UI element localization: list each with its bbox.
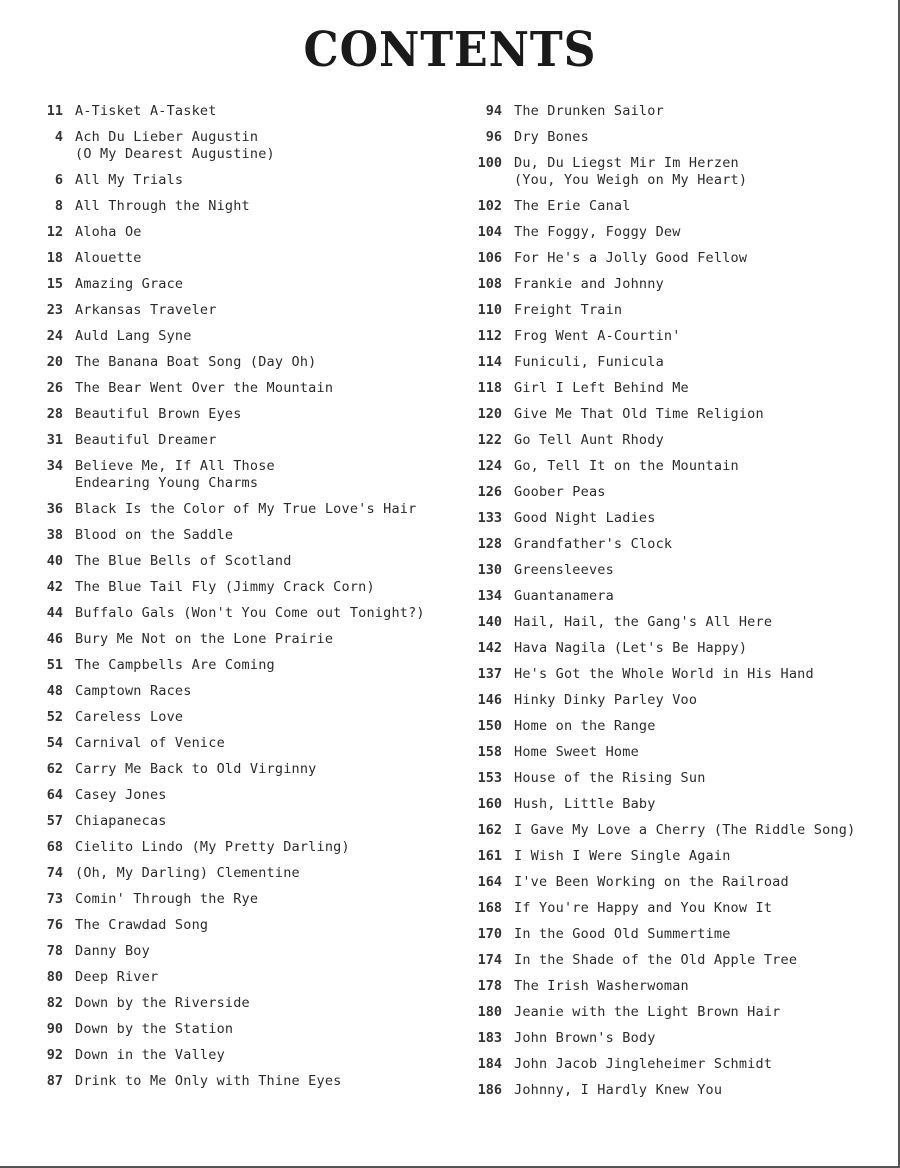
toc-entry [30,787,450,804]
toc-song-title: Auld Lang Syne [75,328,192,344]
toc-entry [462,380,892,397]
toc-song-title: Carnival of Venice [75,735,225,751]
toc-page-number: 158 [477,744,502,760]
toc-page-number: 110 [477,302,502,318]
toc-page-number: 183 [477,1030,502,1046]
toc-page-number: 120 [477,406,502,422]
toc-entry [30,995,450,1012]
toc-entry [30,969,450,986]
toc-song-title: Frankie and Johnny [514,276,664,292]
toc-page-number: 118 [477,380,502,396]
toc-song-title: Black Is the Color of My True Love's Hair [75,501,417,517]
toc-song-title: The Banana Boat Song (Day Oh) [75,354,317,370]
toc-song-title: Down by the Station [75,1021,234,1037]
toc-song-title: Comin' Through the Rye [75,891,259,907]
toc-song-title: Freight Train [514,302,623,318]
toc-page-number: 153 [477,770,502,786]
toc-page-number: 11 [46,103,63,119]
toc-entry [462,640,892,657]
toc-page-number: 104 [477,224,502,240]
toc-song-title: The Campbells Are Coming [75,657,275,673]
toc-page-number: 90 [46,1021,63,1037]
toc-page-number: 40 [46,553,63,569]
toc-entry [30,917,450,934]
toc-entry [462,588,892,605]
toc-entry [30,302,450,319]
toc-entry [462,874,892,891]
toc-song-title: All Through the Night [75,198,250,214]
toc-entry [462,952,892,969]
toc-page-number: 76 [46,917,63,933]
toc-entry [462,302,892,319]
toc-entry [30,579,450,596]
toc-song-title: Jeanie with the Light Brown Hair [514,1004,781,1020]
toc-page-number: 73 [46,891,63,907]
toc-page-number: 160 [477,796,502,812]
toc-entry [462,822,892,839]
toc-song-title: House of the Rising Sun [514,770,706,786]
toc-entry [30,198,450,215]
toc-page-number: 44 [46,605,63,621]
toc-page-number: 48 [46,683,63,699]
toc-entry [30,735,450,752]
toc-entry [462,926,892,943]
toc-entry [30,605,450,622]
toc-page-number: 42 [46,579,63,595]
toc-song-title: The Drunken Sailor [514,103,664,119]
toc-song-title: Arkansas Traveler [75,302,217,318]
toc-entry [462,198,892,215]
toc-entry [30,943,450,960]
toc-page-number: 164 [477,874,502,890]
toc-song-title: Ach Du Lieber Augustin (O My Dearest Augustine) [75,129,275,162]
toc-entry [462,155,892,189]
toc-entry [462,224,892,241]
toc-entry [462,744,892,761]
toc-entry [462,536,892,553]
toc-song-title: (Oh, My Darling) Clementine [75,865,300,881]
toc-page-number: 162 [477,822,502,838]
toc-page-number: 178 [477,978,502,994]
toc-song-title: The Blue Tail Fly (Jimmy Crack Corn) [75,579,375,595]
toc-entry [462,562,892,579]
toc-song-title: Deep River [75,969,159,985]
toc-song-title: I've Been Working on the Railroad [514,874,789,890]
toc-page-number: 92 [46,1047,63,1063]
toc-page-number: 4 [54,129,63,145]
toc-page-number: 133 [477,510,502,526]
toc-song-title: Hinky Dinky Parley Voo [514,692,698,708]
toc-song-title: Down in the Valley [75,1047,225,1063]
toc-song-title: All My Trials [75,172,184,188]
toc-entry [462,250,892,267]
toc-song-title: Believe Me, If All Those Endearing Young Charms [75,458,275,491]
toc-entry [462,510,892,527]
toc-song-title: In the Shade of the Old Apple Tree [514,952,798,968]
toc-page-number: 57 [46,813,63,829]
toc-entry [462,770,892,787]
toc-page-number: 20 [46,354,63,370]
toc-entry [30,276,450,293]
toc-entry [462,1056,892,1073]
toc-entry [30,1047,450,1064]
toc-page-number: 94 [485,103,502,119]
toc-entry [30,458,450,492]
toc-song-title: Home on the Range [514,718,656,734]
toc-entry [30,172,450,189]
toc-song-title: Funiculi, Funicula [514,354,664,370]
toc-entry [30,657,450,674]
toc-song-title: The Bear Went Over the Mountain [75,380,334,396]
toc-entry [30,501,450,518]
toc-page-number: 142 [477,640,502,656]
toc-entry [30,631,450,648]
toc-song-title: I Wish I Were Single Again [514,848,731,864]
toc-entry [30,1021,450,1038]
toc-page-number: 15 [46,276,63,292]
toc-song-title: He's Got the Whole World in His Hand [514,666,814,682]
toc-entry [30,1073,450,1090]
toc-song-title: Hush, Little Baby [514,796,656,812]
toc-page-number: 112 [477,328,502,344]
toc-entry [462,978,892,995]
toc-song-title: John Brown's Body [514,1030,656,1046]
toc-page-number: 6 [54,172,63,188]
toc-page-number: 12 [46,224,63,240]
toc-page-number: 106 [477,250,502,266]
toc-song-title: In the Good Old Summertime [514,926,731,942]
toc-song-title: Alouette [75,250,142,266]
toc-song-title: Go Tell Aunt Rhody [514,432,664,448]
toc-entry [30,432,450,449]
toc-entry [30,328,450,345]
toc-entry [462,354,892,371]
toc-song-title: Girl I Left Behind Me [514,380,689,396]
toc-song-title: If You're Happy and You Know It [514,900,773,916]
toc-song-title: Careless Love [75,709,184,725]
toc-page-number: 150 [477,718,502,734]
toc-song-title: Hail, Hail, the Gang's All Here [514,614,773,630]
toc-page-number: 24 [46,328,63,344]
toc-song-title: Good Night Ladies [514,510,656,526]
toc-song-title: Amazing Grace [75,276,184,292]
toc-entry [30,250,450,267]
toc-page-number: 168 [477,900,502,916]
toc-entry [462,614,892,631]
toc-song-title: Camptown Races [75,683,192,699]
toc-page-number: 23 [46,302,63,318]
toc-entry [30,406,450,423]
toc-page-number: 46 [46,631,63,647]
toc-song-title: Give Me That Old Time Religion [514,406,764,422]
toc-page-number: 102 [477,198,502,214]
toc-song-title: Casey Jones [75,787,167,803]
toc-entry [462,718,892,735]
toc-entry [30,224,450,241]
toc-entry [462,848,892,865]
toc-page-number: 51 [46,657,63,673]
toc-entry [30,380,450,397]
toc-page-number: 100 [477,155,502,171]
toc-song-title: Aloha Oe [75,224,142,240]
toc-song-title: The Erie Canal [514,198,631,214]
toc-page-number: 87 [46,1073,63,1089]
toc-entry [462,129,892,146]
toc-entry [462,458,892,475]
toc-page-number: 64 [46,787,63,803]
toc-entry [462,796,892,813]
toc-song-title: Beautiful Dreamer [75,432,217,448]
toc-page-number: 78 [46,943,63,959]
toc-entry [462,406,892,423]
toc-page-number: 137 [477,666,502,682]
toc-song-title: For He's a Jolly Good Fellow [514,250,748,266]
toc-song-title: Frog Went A-Courtin' [514,328,681,344]
toc-song-title: Cielito Lindo (My Pretty Darling) [75,839,350,855]
toc-entry [462,432,892,449]
toc-entry [30,865,450,882]
toc-song-title: I Gave My Love a Cherry (The Riddle Song) [514,822,856,838]
toc-entry [30,527,450,544]
toc-entry [462,103,892,120]
contents-right-column [462,103,892,1108]
toc-page-number: 146 [477,692,502,708]
toc-page-number: 18 [46,250,63,266]
toc-page-number: 74 [46,865,63,881]
toc-page-number: 68 [46,839,63,855]
toc-song-title: A-Tisket A-Tasket [75,103,217,119]
toc-page-number: 80 [46,969,63,985]
toc-page-number: 174 [477,952,502,968]
toc-page-number: 28 [46,406,63,422]
toc-page-number: 161 [477,848,502,864]
toc-page-number: 38 [46,527,63,543]
toc-page-number: 130 [477,562,502,578]
toc-entry [462,484,892,501]
toc-song-title: Greensleeves [514,562,614,578]
toc-entry [462,1082,892,1099]
toc-song-title: Bury Me Not on the Lone Prairie [75,631,334,647]
toc-page-number: 54 [46,735,63,751]
page-title: CONTENTS [303,22,597,78]
toc-page-number: 34 [46,458,63,474]
toc-song-title: Goober Peas [514,484,606,500]
toc-song-title: Hava Nagila (Let's Be Happy) [514,640,748,656]
toc-page-number: 36 [46,501,63,517]
toc-song-title: Du, Du Liegst Mir Im Herzen (You, You Weigh on My Heart) [514,155,748,188]
toc-entry [30,683,450,700]
toc-entry [30,103,450,120]
toc-page-number: 184 [477,1056,502,1072]
toc-entry [462,328,892,345]
toc-song-title: Carry Me Back to Old Virginny [75,761,317,777]
toc-song-title: Chiapanecas [75,813,167,829]
toc-entry [462,1004,892,1021]
toc-page-number: 140 [477,614,502,630]
toc-entry [30,354,450,371]
toc-page-number: 186 [477,1082,502,1098]
toc-page-number: 52 [46,709,63,725]
toc-song-title: Danny Boy [75,943,150,959]
toc-entry [462,900,892,917]
toc-song-title: Grandfather's Clock [514,536,673,552]
toc-song-title: The Blue Bells of Scotland [75,553,292,569]
toc-page-number: 108 [477,276,502,292]
toc-song-title: Dry Bones [514,129,589,145]
toc-song-title: Home Sweet Home [514,744,639,760]
toc-page-number: 134 [477,588,502,604]
toc-page-number: 114 [477,354,502,370]
toc-song-title: The Crawdad Song [75,917,209,933]
toc-entry [462,666,892,683]
toc-entry [30,813,450,830]
toc-song-title: John Jacob Jingleheimer Schmidt [514,1056,773,1072]
toc-entry [462,692,892,709]
toc-page-number: 126 [477,484,502,500]
toc-song-title: Down by the Riverside [75,995,250,1011]
toc-entry [30,709,450,726]
toc-song-title: Buffalo Gals (Won't You Come out Tonight?) [75,605,425,621]
toc-page-number: 96 [485,129,502,145]
toc-entry [30,553,450,570]
toc-page-number: 128 [477,536,502,552]
toc-song-title: Beautiful Brown Eyes [75,406,242,422]
toc-page-number: 122 [477,432,502,448]
toc-entry [30,891,450,908]
toc-song-title: Guantanamera [514,588,614,604]
toc-page-number: 170 [477,926,502,942]
toc-page-number: 31 [46,432,63,448]
toc-song-title: The Irish Washerwoman [514,978,689,994]
toc-song-title: The Foggy, Foggy Dew [514,224,681,240]
toc-song-title: Blood on the Saddle [75,527,234,543]
toc-entry [462,1030,892,1047]
toc-song-title: Drink to Me Only with Thine Eyes [75,1073,342,1089]
toc-entry [30,761,450,778]
toc-song-title: Johnny, I Hardly Knew You [514,1082,723,1098]
toc-entry [462,276,892,293]
contents-left-column [30,103,450,1099]
toc-page-number: 124 [477,458,502,474]
toc-entry [30,129,450,163]
toc-page-number: 62 [46,761,63,777]
toc-page-number: 26 [46,380,63,396]
toc-entry [30,839,450,856]
toc-page-number: 180 [477,1004,502,1020]
toc-song-title: Go, Tell It on the Mountain [514,458,739,474]
toc-page-number: 8 [54,198,63,214]
toc-page-number: 82 [46,995,63,1011]
